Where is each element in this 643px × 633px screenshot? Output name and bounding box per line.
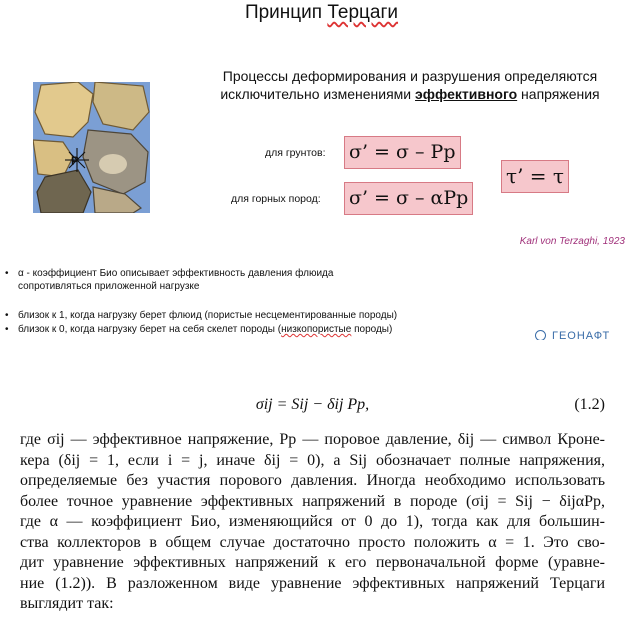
bullet-biot — [18, 267, 333, 293]
statement-line-2 — [200, 85, 620, 103]
rocks-label: для горных пород: — [231, 193, 321, 205]
rock-grains-illustration — [33, 82, 150, 213]
bullet-text: α - коэффициент Био описывает эффективность давления флюида — [18, 268, 334, 279]
bullet-text: близок к 0, когда нагрузку берет на себя скелет породы ( — [18, 324, 282, 335]
logo-ring-icon — [535, 330, 546, 340]
title-text: Принцип — [244, 2, 328, 23]
terzaghi-statement — [200, 67, 620, 103]
text-line: определяемые без участия порового давления. Иногда необходимо использовать — [20, 472, 605, 489]
text-line: дит уравнение эффективных напряжений к его первоначальной форме (уравне- — [20, 554, 605, 571]
rocks-formula-text: σ’ = σ – αPp — [349, 187, 469, 209]
slide-title — [0, 2, 643, 24]
bullet-text: породы) — [351, 324, 393, 335]
bullet-dot: • — [5, 268, 9, 279]
logo — [535, 330, 635, 340]
equation-number: (1.2) — [574, 396, 605, 413]
book-excerpt — [20, 395, 605, 615]
rocks-formula — [344, 182, 473, 215]
soils-formula-text: σ’ = σ – Pp — [349, 141, 456, 163]
paragraph — [20, 430, 605, 615]
text-line: ства коллекторов в общем случае достаточно просто положить α = 1. Это сво- — [20, 533, 605, 551]
grain-pressure-label: P — [71, 154, 80, 168]
statement-text: исключительно изменениями — [220, 86, 416, 102]
bullet-near-one: близок к 1, когда нагрузку берет флюид (пористые несцементированные породы) — [18, 310, 398, 321]
equation: σij = Sij − δij Pp, — [255, 396, 370, 413]
title-name: Терцаги — [327, 2, 399, 23]
bullet-text: сопротивляться приложенной нагрузке — [18, 281, 200, 292]
logo-text: ГЕОНАФТ — [552, 330, 611, 340]
bullet-dot: • — [5, 324, 9, 335]
shear-formula: τ’ = τ — [501, 160, 569, 193]
citation: Karl von Terzaghi, 1923 — [519, 236, 625, 247]
text-line: кера (δij = 1, если i = j, иначе δij = 0), а Sij обозначает полные напряжения, — [20, 451, 605, 469]
text-line: выглядит так: — [20, 595, 114, 612]
bullet-near-zero — [18, 323, 392, 336]
statement-line-1: Процессы деформирования и разрушения определяются — [222, 68, 598, 84]
soils-label: для грунтов: — [265, 147, 326, 159]
grain-highlight — [99, 154, 127, 174]
bullet-underlined: низкопористые — [281, 324, 352, 335]
equation-row — [20, 395, 605, 421]
text-line: где α — коэффициент Био, изменяющийся от 0 до 1), тогда как для большин- — [20, 513, 605, 530]
text-line: где σij — эффективное напряжение, Pp — поровое давление, δij — символ Кроне- — [20, 431, 605, 448]
text-line: более точное уравнение эффективных напряжений в породе (σij = Sij − δijαPp, — [20, 492, 605, 510]
bullet-dot: • — [5, 310, 9, 321]
text-line: ние (1.2)). В разложенном виде уравнение эффективных напряжений Терцаги — [20, 574, 605, 592]
statement-emphasis: эффективного — [415, 86, 518, 102]
statement-text: напряжения — [517, 86, 600, 102]
soils-formula — [344, 136, 461, 169]
